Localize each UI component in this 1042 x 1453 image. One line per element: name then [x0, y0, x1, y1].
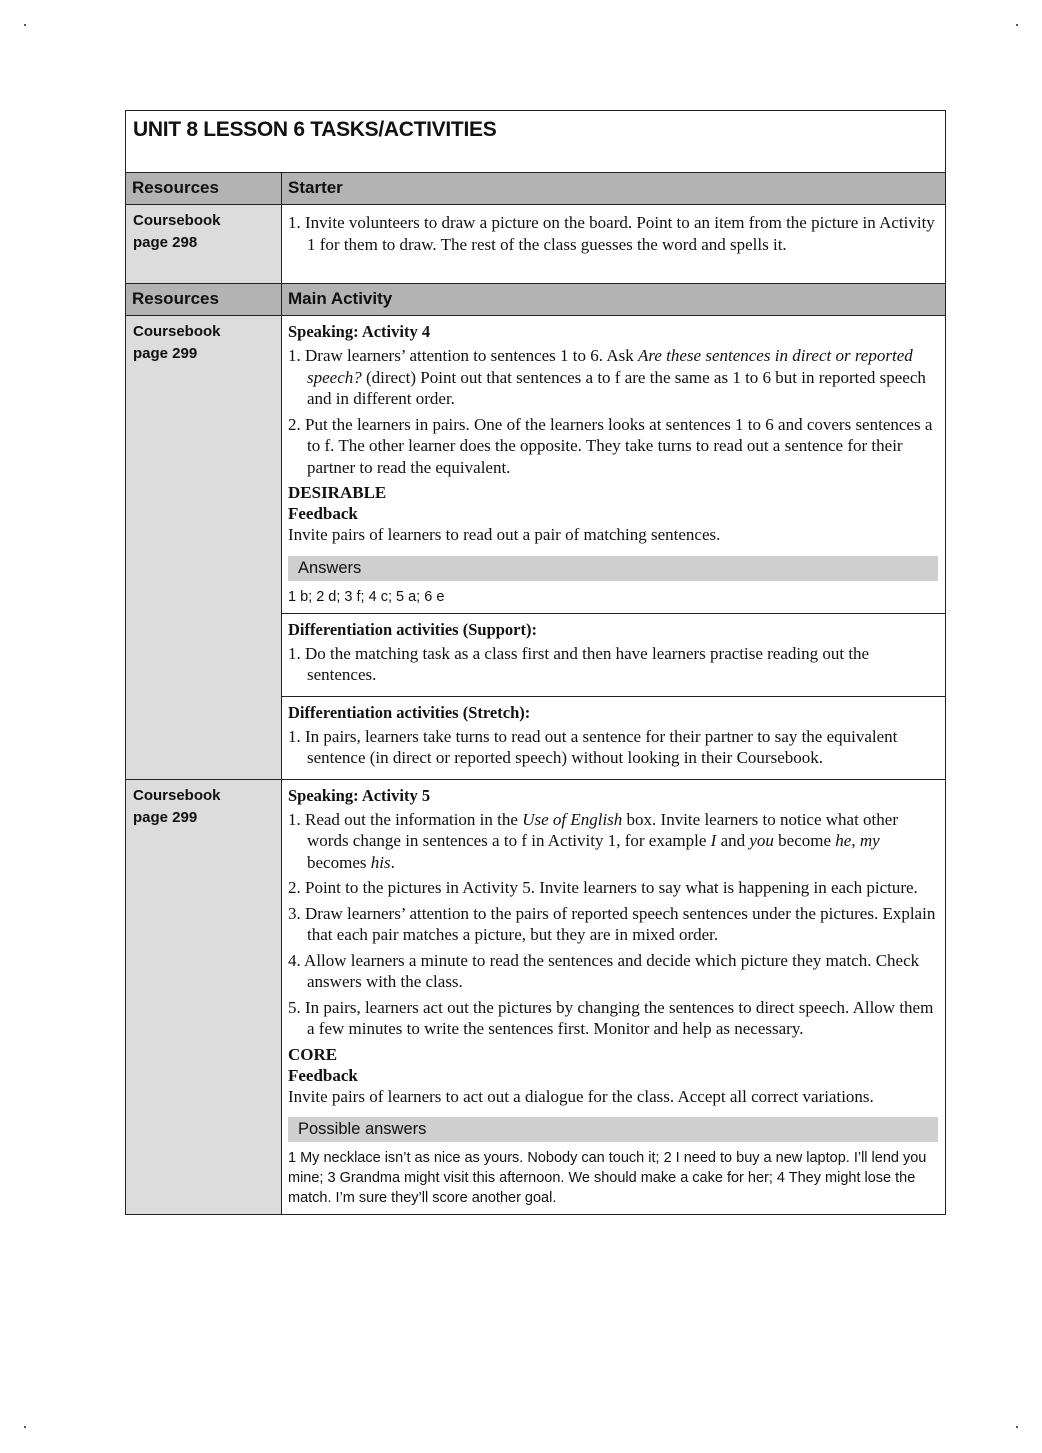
stretch-block — [282, 697, 945, 779]
page-title: UNIT 8 LESSON 6 TASKS/ACTIVITIES — [133, 118, 497, 141]
support-title: Differentiation activities (Support): — [288, 619, 537, 639]
activity4-step-1: 1. Draw learners’ attention to sentences 1 to 6. Ask Are these sentences in direct or reported speech? (direct) Point out that sentences a to f are the same as 1 to 6 but in reported speech and in different order. — [288, 346, 926, 408]
crop-mark — [24, 24, 26, 26]
activity4-block — [282, 316, 945, 614]
stretch-step: 1. In pairs, learners take turns to read out a sentence for their partner to say the equivalent sentence (in direct or reported speech) without looking in their Coursebook. — [288, 726, 898, 767]
possible-answers-text: 1 My necklace isn’t as nice as yours. Nobody can touch it; 2 I need to buy a new laptop. I’ll lend you mine; 3 Grandma might visit this afternoon. We should make a cake for her; 4 They might lose the match. I’m sure they’ll score another goal. — [288, 1150, 927, 1206]
possible-answers-header: Possible answers — [288, 1117, 938, 1142]
crop-mark — [1016, 1426, 1018, 1428]
lesson-table — [125, 110, 946, 1215]
stretch-title: Differentiation activities (Stretch): — [288, 702, 531, 722]
main-activity-header: Main Activity — [282, 284, 945, 315]
answers-header: Answers — [288, 556, 938, 581]
main-header-row — [126, 284, 945, 316]
feedback-label: Feedback — [288, 504, 358, 523]
feedback-label: Feedback — [288, 1065, 358, 1085]
title-row — [126, 111, 945, 173]
answers-text: 1 b; 2 d; 3 f; 4 c; 5 a; 6 e — [288, 588, 445, 605]
activity4-step-2: 2. Put the learners in pairs. One of the learners looks at sentences 1 to 6 and covers sentences a to f. The other learner does the opposite. They take turns to read out a sentence for their partner to read the equivalent. — [288, 414, 933, 477]
resources-header: Resources — [126, 284, 282, 315]
starter-header: Starter — [282, 173, 945, 204]
crop-mark — [1016, 24, 1018, 26]
activity5-step-5: 5. In pairs, learners act out the pictures by changing the sentences to direct speech. Allow them a few minutes to write the sentences first. Monitor and help as necessary. — [288, 997, 934, 1038]
starter-resource: Coursebook page 298 — [126, 205, 282, 283]
activity5-resource: Coursebook page 299 — [126, 780, 282, 1215]
activity4-resource: Coursebook page 299 — [126, 316, 282, 779]
activity5-step-1: 1. Read out the information in the Use of English box. Invite learners to notice what other words change in sentences a to f in Activity 1, for example I and you become he, my becomes his. — [288, 809, 898, 872]
resources-header: Resources — [126, 173, 282, 204]
activity5-block — [282, 780, 945, 1215]
activity4-title: Speaking: Activity 4 — [288, 322, 431, 341]
level-label: DESIRABLE — [288, 483, 387, 502]
feedback-text: Invite pairs of learners to read out a pair of matching sentences. — [288, 525, 721, 544]
starter-block — [282, 205, 945, 265]
support-step: 1. Do the matching task as a class first and then have learners practise reading out the sentences. — [288, 643, 870, 684]
activity4-row — [126, 316, 945, 780]
activity5-step-3: 3. Draw learners’ attention to the pairs of reported speech sentences under the pictures. Explain that each pair matches a picture, but they are in mixed order. — [288, 903, 936, 944]
starter-step: 1. Invite volunteers to draw a picture on the board. Point to an item from the picture in Activity 1 for them to draw. The rest of the class guesses the word and spells it. — [288, 213, 935, 254]
starter-row — [126, 205, 945, 284]
activity5-row — [126, 780, 945, 1215]
level-label: CORE — [288, 1044, 338, 1064]
crop-mark — [24, 1426, 26, 1428]
support-block — [282, 614, 945, 697]
feedback-text: Invite pairs of learners to act out a dialogue for the class. Accept all correct variations. — [288, 1086, 874, 1106]
starter-header-row — [126, 173, 945, 205]
activity5-step-2: 2. Point to the pictures in Activity 5. Invite learners to say what is happening in each picture. — [288, 878, 918, 897]
activity5-title: Speaking: Activity 5 — [288, 785, 431, 805]
activity5-step-4: 4. Allow learners a minute to read the sentences and decide which picture they match. Check answers with the class. — [288, 950, 920, 991]
